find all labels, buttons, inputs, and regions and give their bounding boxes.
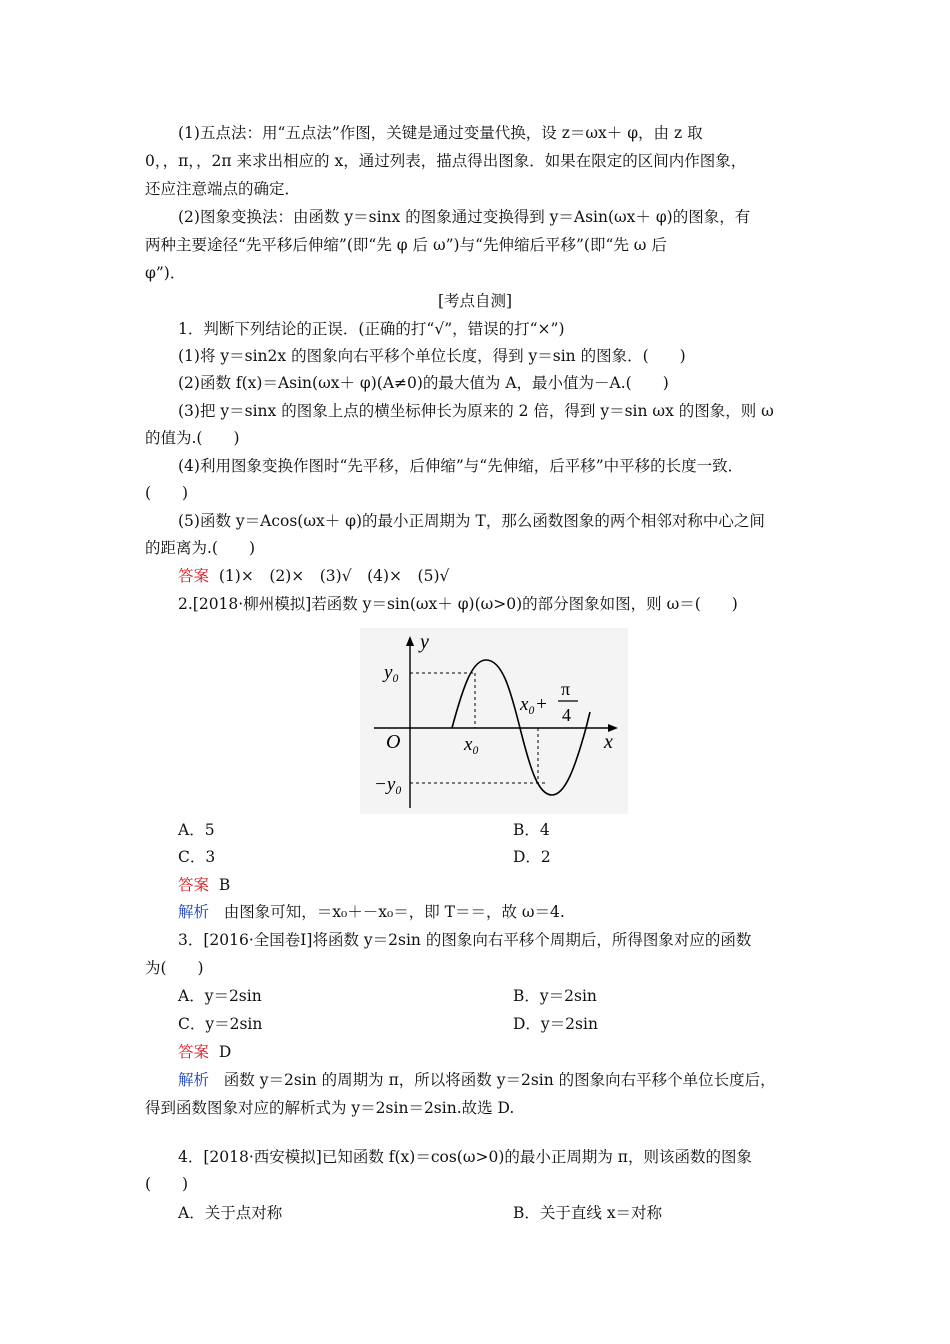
q1-item5-line1: (5)函数 y＝Acos(ωx＋ φ)的最小正周期为 T，那么函数图象的两个相邻对称中心之间 — [178, 512, 765, 530]
analysis-text: 函数 y＝2sin 的周期为 π，所以将函数 y＝2sin 的图象向右平移个单位长度后， — [223, 1071, 776, 1089]
analysis-label: 解析 — [178, 1071, 210, 1089]
q2-option-a: A．5 — [178, 821, 215, 839]
pi-numerator: π — [561, 679, 571, 699]
q1-item4-line2: ( ) — [145, 484, 189, 502]
q1-item1: (1)将 y＝sin2x 的图象向右平移个单位长度，得到 y＝sin 的图象．( ) — [178, 347, 686, 365]
q2-option-b: B．4 — [513, 821, 550, 839]
q2-option-d: D．2 — [513, 848, 551, 866]
q3-stem-line2: 为( ) — [145, 959, 204, 977]
q2-option-c: C．3 — [178, 848, 216, 866]
method2-line2: 两种主要途径“先平移后伸缩”(即“先 φ 后 ω”)与“先伸缩后平移”(即“先 ω 后 — [145, 236, 667, 254]
four-denominator: 4 — [562, 705, 571, 725]
answer-text: (1)× (2)× (3)√ (4)× (5)√ — [218, 567, 450, 585]
q4-option-b: B．关于直线 x＝对称 — [513, 1204, 663, 1222]
answer-label: 答案 — [178, 567, 210, 585]
q3-answer — [178, 1042, 231, 1062]
q3-option-a: A．y＝2sin — [178, 987, 262, 1005]
q3-analysis-line2: 得到函数图象对应的解析式为 y＝2sin＝2sin.故选 D. — [145, 1099, 515, 1117]
analysis-text: 由图象可知，＝x₀＋－x₀＝，即 T＝＝，故 ω＝4. — [223, 903, 565, 921]
sine-graph-figure — [360, 628, 628, 814]
q3-analysis-line1 — [178, 1070, 776, 1090]
q3-stem-line1: 3．[2016·全国卷Ⅰ]将函数 y＝2sin 的图象向右平移个周期后，所得图象对应的函数 — [178, 931, 752, 949]
q3-option-b: B．y＝2sin — [513, 987, 597, 1005]
method2-line1: (2)图象变换法：由函数 y＝sinx 的图象通过变换得到 y＝Asin(ωx＋ φ)的图象，有 — [178, 208, 751, 226]
x-axis-label: x — [604, 731, 613, 753]
q2-stem: 2.[2018·柳州模拟]若函数 y＝sin(ωx＋ φ)(ω>0)的部分图象如图，则 ω＝( ) — [178, 595, 738, 613]
x0-plus-label: x₀+ — [520, 694, 548, 715]
neg-y0-label: −y₀ — [374, 774, 402, 795]
q3-option-c: C．y＝2sin — [178, 1015, 263, 1033]
q4-option-a: A．关于点对称 — [178, 1204, 283, 1222]
method2-line3: φ”)． — [145, 264, 186, 282]
answer-label: 答案 — [178, 876, 210, 894]
origin-label: O — [386, 731, 401, 753]
q4-stem-line1: 4．[2018·西安模拟]已知函数 f(x)＝cos(ω>0)的最小正周期为 π，则该函数的图象 — [178, 1148, 752, 1166]
method1-line2: 0，，π，，2π 来求出相应的 x，通过列表，描点得出图象．如果在限定的区间内作图象， — [145, 152, 747, 170]
answer-text: D — [218, 1043, 232, 1061]
q1-item3-line2: 的值为.( ) — [145, 429, 240, 447]
q2-answer — [178, 875, 230, 895]
y0-label: y₀ — [384, 662, 400, 683]
method1-line1: (1)五点法：用“五点法”作图，关键是通过变量代换，设 z＝ωx＋ φ，由 z 取 — [178, 124, 703, 142]
q2-analysis — [178, 902, 565, 922]
x0-label: x₀ — [464, 734, 480, 755]
section-heading: [考点自测] — [437, 292, 513, 310]
method1-line3: 还应注意端点的确定． — [145, 180, 301, 198]
analysis-label: 解析 — [178, 903, 210, 921]
q1-item5-line2: 的距离为.( ) — [145, 539, 256, 557]
q1-item4-line1: (4)利用图象变换作图时“先平移，后伸缩”与“先伸缩，后平移”中平移的长度一致． — [178, 457, 744, 475]
q1-item3-line1: (3)把 y＝sinx 的图象上点的横坐标伸长为原来的 2 倍，得到 y＝sin ωx 的图象，则 ω — [178, 402, 774, 420]
y-axis-label: y — [420, 631, 429, 653]
answer-label: 答案 — [178, 1043, 210, 1061]
answer-text: B — [218, 876, 231, 894]
q1-item2: (2)函数 f(x)＝Asin(ωx＋ φ)(A≠0)的最大值为 A，最小值为－A.( ) — [178, 374, 669, 392]
q3-option-d: D．y＝2sin — [513, 1015, 598, 1033]
q1-stem: 1．判断下列结论的正误．(正确的打“√”，错误的打“×”) — [178, 320, 565, 338]
q1-answer — [178, 566, 449, 586]
q4-stem-line2: ( ) — [145, 1175, 189, 1193]
